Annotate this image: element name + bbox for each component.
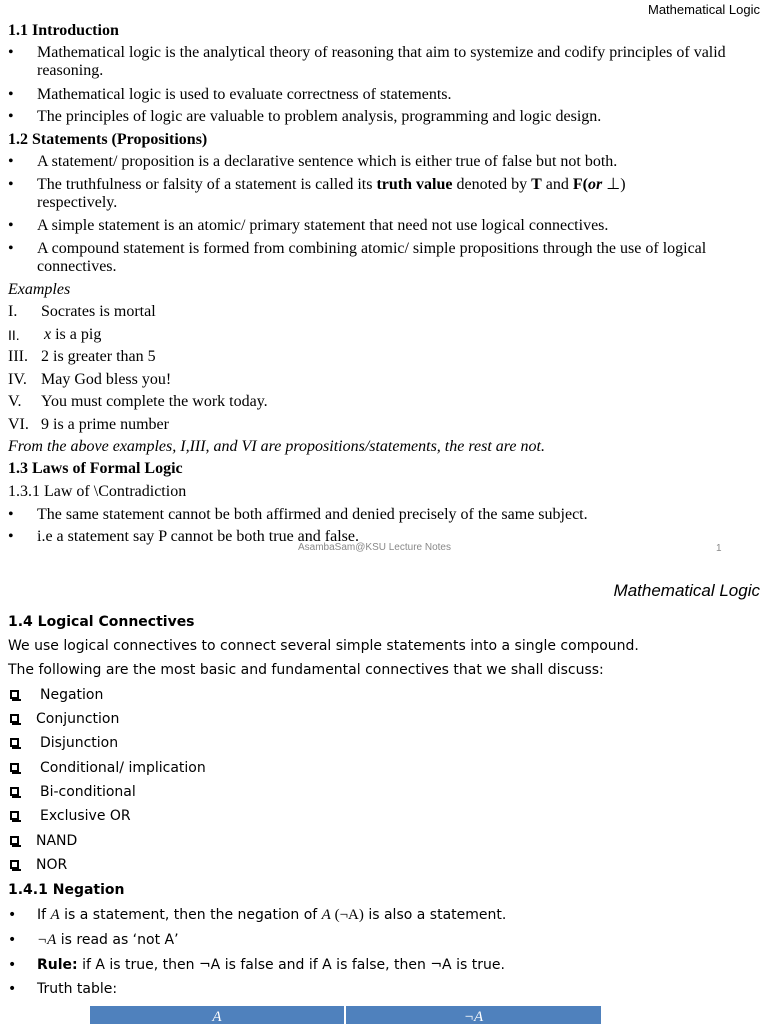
connective-item: Conditional/ implication	[40, 760, 206, 776]
truth-table-header-cell: A	[90, 1006, 344, 1024]
bullet-icon: •	[8, 506, 14, 523]
paragraph: We use logical connectives to connect several simple statements into a single compound.	[8, 638, 639, 654]
example-text: 2 is greater than 5	[41, 348, 156, 365]
checkbox-icon	[10, 860, 19, 869]
bullet-icon: •	[8, 153, 14, 170]
example-number: IV.	[8, 371, 27, 388]
bullet-icon: •	[8, 957, 17, 973]
checkbox-icon	[10, 690, 19, 699]
slide-header: Mathematical Logic	[648, 2, 760, 17]
subsection-heading-contradiction: 1.3.1 Law of \Contradiction	[8, 483, 187, 500]
connective-item: Conjunction	[36, 711, 120, 727]
example-text: May God bless you!	[41, 371, 172, 388]
examples-label: Examples	[8, 281, 71, 298]
bullet-text: The same statement cannot be both affirmed and denied precisely of the same subject.	[37, 506, 588, 523]
bullet-text: Rule: if A is true, then ¬A is false and if A is false, then ¬A is true.	[37, 957, 505, 973]
connective-item: Negation	[40, 687, 104, 703]
section-heading-statements: 1.2 Statements (Propositions)	[8, 131, 208, 148]
bullet-text: i.e a statement say P cannot be both true and false.	[37, 528, 359, 545]
connective-item: NAND	[36, 833, 78, 849]
checkbox-icon	[10, 787, 19, 796]
checkbox-icon	[10, 738, 19, 747]
checkbox-icon	[10, 836, 19, 845]
bullet-icon: •	[8, 176, 14, 193]
page-number: 1	[716, 543, 722, 554]
bullet-text: A compound statement is formed from combining atomic/ simple propositions through the use of logical connectives.	[37, 240, 707, 275]
paragraph: The following are the most basic and fundamental connectives that we shall discuss:	[8, 662, 604, 678]
bullet-icon: •	[8, 240, 14, 257]
bullet-icon: •	[8, 907, 17, 923]
bullet-icon: •	[8, 44, 14, 61]
checkbox-icon	[10, 763, 19, 772]
example-text: You must complete the work today.	[41, 393, 268, 410]
bullet-text: Mathematical logic is the analytical theory of reasoning that aim to systemize and codify principles of valid reasoning.	[37, 44, 726, 79]
slide-footer: AsambaSam@KSU Lecture Notes	[298, 542, 451, 553]
connective-item: NOR	[36, 857, 68, 873]
bullet-icon: •	[8, 86, 14, 103]
example-number: VI.	[8, 416, 29, 433]
bullet-text: A statement/ proposition is a declarative sentence which is either true of false but not both.	[37, 153, 618, 170]
bullet-text: If A is a statement, then the negation of A (¬A) is also a statement.	[37, 907, 507, 923]
bullet-text: The principles of logic are valuable to problem analysis, programming and logic design.	[37, 108, 602, 125]
section-heading-laws: 1.3 Laws of Formal Logic	[8, 460, 183, 477]
slide-header: Mathematical Logic	[613, 581, 760, 600]
section-heading-connectives: 1.4 Logical Connectives	[8, 614, 195, 630]
subsection-heading-negation: 1.4.1 Negation	[8, 882, 125, 898]
bullet-icon: •	[8, 932, 17, 948]
example-number: III.	[8, 348, 28, 365]
bullet-text: A simple statement is an atomic/ primary statement that need not use logical connectives.	[37, 217, 609, 234]
example-text: Socrates is mortal	[41, 303, 156, 320]
example-number: I.	[8, 303, 18, 320]
slide-2	[0, 570, 768, 1024]
checkbox-icon	[10, 811, 19, 820]
bullet-text: ¬A is read as ‘not A’	[37, 932, 179, 948]
examples-conclusion: From the above examples, I,III, and VI are propositions/statements, the rest are not.	[8, 438, 545, 455]
connective-item: Disjunction	[40, 735, 119, 751]
truth-table-header-cell: ¬A	[346, 1006, 601, 1024]
connective-item: Bi-conditional	[40, 784, 136, 800]
bullet-icon: •	[8, 528, 14, 545]
bullet-text-truth-value: The truthfulness or falsity of a statement is called its truth value denoted by T and F(or ⊥) respectively.	[37, 176, 626, 211]
bullet-icon: •	[8, 108, 14, 125]
example-text: 9 is a prime number	[41, 416, 169, 433]
example-number: V.	[8, 393, 22, 410]
bullet-icon: •	[8, 981, 17, 997]
bullet-icon: •	[8, 217, 14, 234]
section-heading-introduction: 1.1 Introduction	[8, 22, 119, 39]
connective-item: Exclusive OR	[40, 808, 131, 824]
checkbox-icon	[10, 714, 19, 723]
bullet-text: Mathematical logic is used to evaluate correctness of statements.	[37, 86, 452, 103]
example-text: x is a pig	[44, 326, 102, 343]
bullet-text: Truth table:	[37, 981, 118, 997]
example-number: II.	[8, 327, 20, 343]
